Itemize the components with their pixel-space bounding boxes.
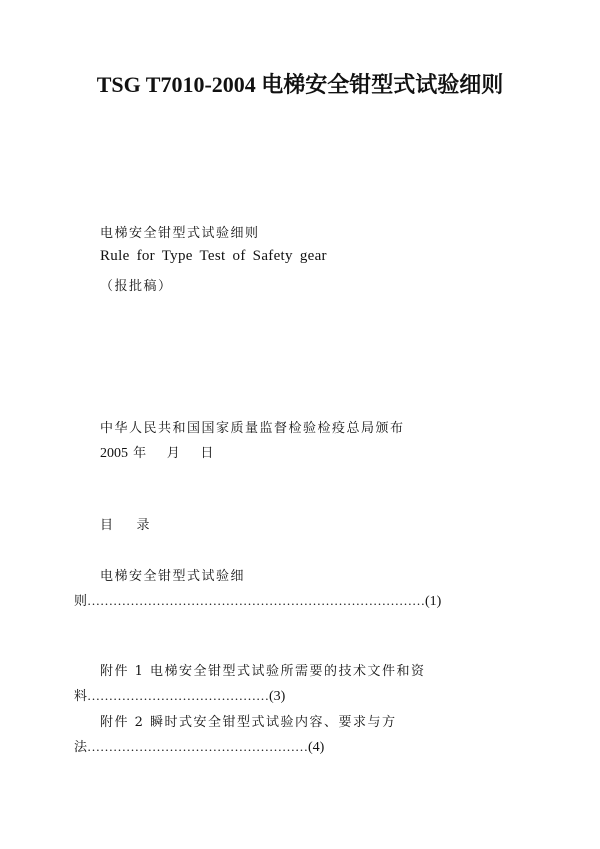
toc-entry-1-line2 — [74, 590, 441, 610]
issue-month-unit: 月 — [166, 446, 182, 461]
issuer-org: 中华人民共和国国家质量监督检验检疫总局颁布 — [100, 421, 405, 436]
issue-year-unit: 年 — [133, 446, 148, 461]
issue-date — [100, 442, 215, 462]
toc-entry-2-prefix: 料 — [74, 689, 88, 704]
toc-entry-3-page: (4) — [308, 740, 325, 755]
cover-status: （报批稿） — [100, 279, 173, 294]
cover-name-cn: 电梯安全钳型式试验细则 — [100, 226, 260, 241]
toc-entry-3-line1: 附件 2 瞬时式安全钳型式试验内容、要求与方 — [100, 715, 397, 730]
toc-entry-2-leader: …………………………………… — [87, 688, 270, 703]
toc-entry-2-line2 — [74, 685, 285, 705]
toc-heading — [100, 514, 151, 533]
toc-entry-2-page: (3) — [269, 689, 286, 704]
cover-name-en: Rule for Type Test of Safety gear — [100, 248, 327, 264]
toc-entry-1-leader: …………………………………………………………………… — [87, 593, 426, 608]
issue-year: 2005 — [100, 446, 128, 461]
issue-day-unit: 日 — [200, 446, 215, 461]
toc-entry-1-prefix: 则 — [74, 594, 88, 609]
toc-entry-1-page: (1) — [425, 594, 442, 609]
document-title: TSG T7010-2004 电梯安全钳型式试验细则 — [96, 72, 504, 97]
toc-entry-1-line1: 电梯安全钳型式试验细 — [100, 569, 246, 584]
toc-entry-2-line1: 附件 1 电梯安全钳型式试验所需要的技术文件和资 — [100, 664, 426, 679]
toc-entry-3-line2 — [74, 736, 324, 756]
toc-entry-3-prefix: 法 — [74, 740, 88, 755]
toc-entry-3-leader: …………………………………………… — [87, 739, 309, 754]
toc-heading-char1: 目 — [100, 518, 115, 533]
toc-heading-char2: 录 — [136, 518, 152, 533]
